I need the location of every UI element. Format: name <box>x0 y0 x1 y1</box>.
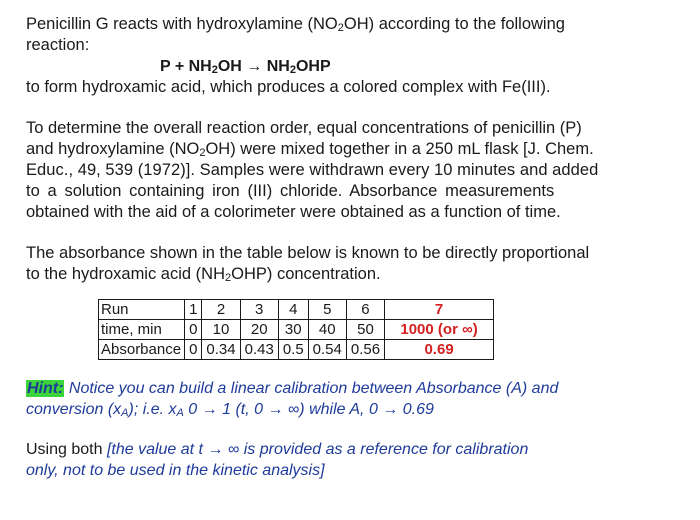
table-cell: 0.56 <box>346 340 384 360</box>
table-cell: 0.5 <box>278 340 308 360</box>
table-cell: 0.34 <box>202 340 240 360</box>
table-cell: 4 <box>278 300 308 320</box>
procedure-line: Educ., 49, 539 (1972)]. Samples were withdrawn every 10 minutes and added <box>26 161 599 179</box>
table-cell: 0.43 <box>240 340 278 360</box>
reaction-equation: $P + NH_2OH \to NH_2OHP$ <box>160 58 331 76</box>
procedure-paragraph <box>26 118 676 223</box>
table-cell: 0 <box>185 340 202 360</box>
table-cell: 20 <box>240 320 278 340</box>
table-cell: 6 <box>346 300 384 320</box>
table-cell: 1 <box>185 300 202 320</box>
table-cell: 2 <box>202 300 240 320</box>
document-page <box>26 14 676 481</box>
table-cell: 0 <box>185 320 202 340</box>
absorbance-paragraph-line: to the hydroxamic acid $(NH_2OHP)$ concentration. <box>26 265 381 284</box>
row-label: Run <box>99 300 185 320</box>
row-label: time, min <box>99 320 185 340</box>
intro-line-2: reaction: <box>26 36 90 54</box>
table-cell: 40 <box>308 320 346 340</box>
table-cell: 50 <box>346 320 384 340</box>
table-cell: 10 <box>202 320 240 340</box>
procedure-line: obtained with the aid of a colorimeter were obtained as a function of time. <box>26 203 561 221</box>
note-line-2: only, not to be used in the kinetic analysis] <box>26 462 325 479</box>
absorbance-paragraph-line: The absorbance shown in the table below is known to be directly proportional <box>26 244 590 262</box>
table-cell: 3 <box>240 300 278 320</box>
table-cell: 0.69 <box>385 340 494 360</box>
table-cell: 0.54 <box>308 340 346 360</box>
hint-label: Hint: <box>27 380 64 397</box>
table-cell: 1000 (or ∞) <box>385 320 494 340</box>
procedure-line: To determine the overall reaction order, equal concentrations of penicillin (P) <box>26 119 582 137</box>
procedure-line: and hydroxylamine $(NO_2OH)$ were mixed together in a 250 mL flask [J. Chem. <box>26 140 594 159</box>
intro-line-3: to form hydroxamic acid, which produces a colored complex with Fe(III). <box>26 78 551 96</box>
data-table <box>98 299 494 360</box>
table-row <box>99 340 494 360</box>
table-cell: 7 <box>385 300 494 320</box>
procedure-line: to a solution containing iron (III) chloride. Absorbance measurements <box>26 182 555 200</box>
table-cell: 5 <box>308 300 346 320</box>
row-label: Absorbance <box>99 340 185 360</box>
note-line-1: Using both [the value at t → ∞ is provided as a reference for calibration <box>26 441 529 458</box>
hint-line-1: Hint: Notice you can build a linear calibration between Absorbance (A) and <box>27 380 559 397</box>
hint-line-2: conversion $(x_A)$; i.e. $x_A$ 0 → 1 (t, 0 → ∞) while A, 0 → 0.69 <box>26 401 434 419</box>
table-row <box>99 320 494 340</box>
table-row <box>99 300 494 320</box>
table-cell: 30 <box>278 320 308 340</box>
intro-line-1: Penicillin G reacts with hydroxylamine $(NO_2OH)$ according to the following <box>26 15 565 34</box>
